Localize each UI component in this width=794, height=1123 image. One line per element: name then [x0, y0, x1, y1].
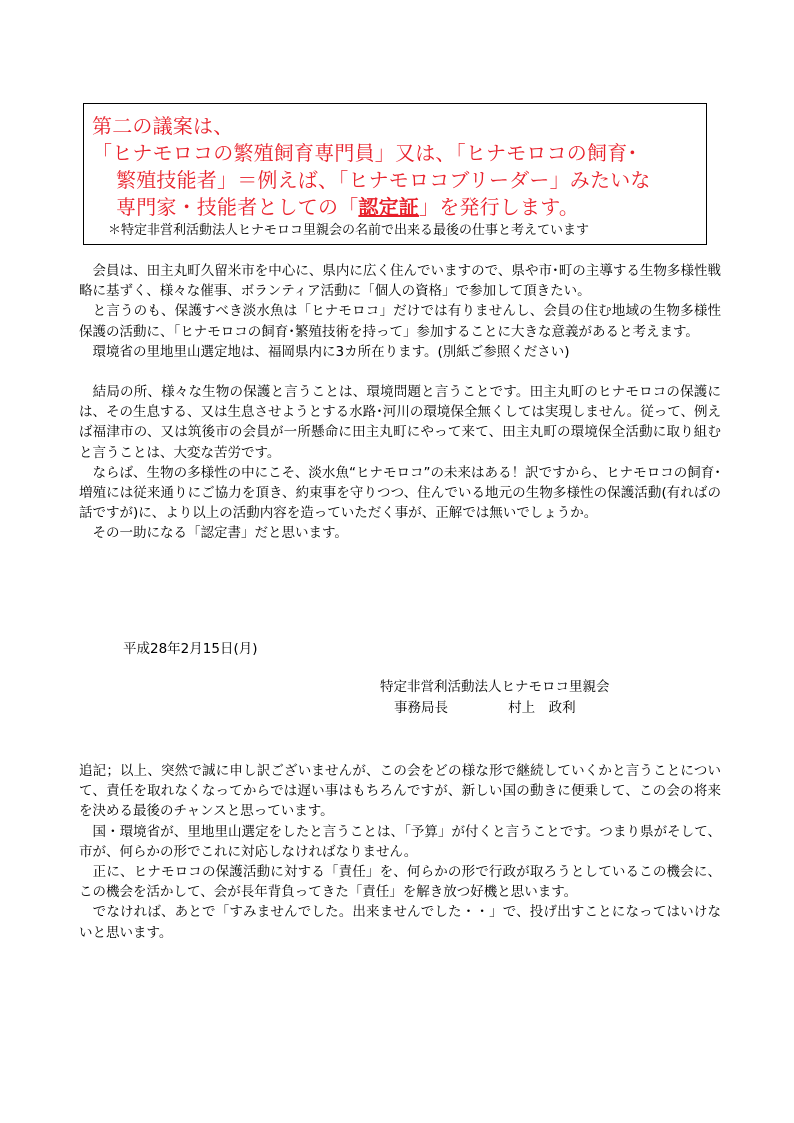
body-paragraph-4: 結局の所、様々な生物の保護と言うことは、環境問題と言うことです。田主丸町のヒナモロコの保護には、その生息する、又は生息させようとする水路･河川の環境保全無くしては実現しません。従って、例えば福津市の、又は筑後市の会員が一所懸命に田主丸町にやって来て、田主丸町の環境保全活動に取り組むと言うことは、大変な苦労です。: [79, 384, 721, 461]
paragraph-gap: [79, 362, 721, 382]
postscript: [79, 761, 721, 943]
body-paragraph-1: 会員は、田主丸町久留米市を中心に、県内に広く住んでいますので、県や市･町の主導する生物多様性戦略に基ずく、様々な催事、ボランティア活動に「個人の資格」で参加して頂きたい。: [79, 263, 721, 300]
proposal-note: ＊特定非営利活動法人ヒナモロコ里親会の名前で出来る最後の仕事と考えています: [108, 223, 590, 238]
proposal-line-4-pre: 専門家・技能者としての「: [116, 195, 359, 219]
postscript-paragraph-3: 正に、ヒナモロコの保護活動に対する「責任」を、何らかの形で行政が取ろうとしているこの機会に、この機会を活かして、会が長年背負ってきた「責任」を解き放つ好機と思います。: [79, 864, 721, 901]
signatory-title: 事務局長: [394, 699, 448, 716]
postscript-paragraph-2: 国・環境省が、里地里山選定をしたと言うことは、「予算」が付くと言うことです。つまり県がそして、市が、何らかの形でこれに対応しなければなりません。: [79, 823, 721, 860]
postscript-paragraph-4: でなければ、あとで「すみませんでした。出来ませんでした・・」で、投げ出すことになってはいけないと思います。: [79, 904, 721, 941]
body-paragraph-5: ならば、生物の多様性の中にこそ、淡水魚“ヒナモロコ”の未来はある！訳ですから、ヒナモロコの飼育･増殖には従来通りにご協力を頂き、約束事を守りつつ、住んでいる地元の生物多様性の保護活動(有ればの話ですが)に、より以上の活動内容を造っていただく事が、正解では無いでしょうか。: [79, 464, 721, 522]
signature-block: [380, 677, 610, 718]
signatory-name: 村上 政利: [508, 699, 576, 716]
certificate-emphasis: 認定証: [358, 195, 420, 219]
body-paragraph-6: その一助になる「認定書」だと思います。: [79, 525, 348, 542]
proposal-box: [83, 103, 707, 245]
proposal-heading: 第二の議案は、: [92, 114, 234, 138]
body-text: [79, 261, 721, 544]
proposal-line-2: 「ヒナモロコの繁殖飼育専門員」又は、「ヒナモロコの飼育･: [92, 141, 638, 165]
proposal-line-4-post: 」を発行します。: [419, 195, 580, 219]
signatory-line: [380, 698, 610, 719]
proposal-line-4: [92, 194, 698, 221]
organization-name: 特定非営利活動法人ヒナモロコ里親会: [380, 679, 610, 695]
body-paragraph-3: 環境省の里地里山選定地は、福岡県内に3カ所在ります。(別紙ご参照ください): [79, 343, 570, 360]
postscript-paragraph-1: 追記；以上、突然で誠に申し訳ございませんが、この会をどの様な形で継続していくかと言うことについて、責任を取れなくなってからでは遅い事はもちろんですが、新しい国の動きに便乗して、この会の将来を決める最後のチャンスと思っています。: [79, 763, 721, 820]
document-date: 平成28年2月15日(月): [123, 641, 258, 657]
proposal-line-3: 繁殖技能者」＝例えば、「ヒナモロコブリーダー」みたいな: [116, 168, 651, 192]
body-paragraph-2: と言うのも、保護すべき淡水魚は「ヒナモロコ」だけでは有りませんし、会員の住む地域の生物多様性保護の活動に、「ヒナモロコの飼育･繁殖技術を持って」参加することに大きな意義があると考えます。: [79, 303, 721, 340]
